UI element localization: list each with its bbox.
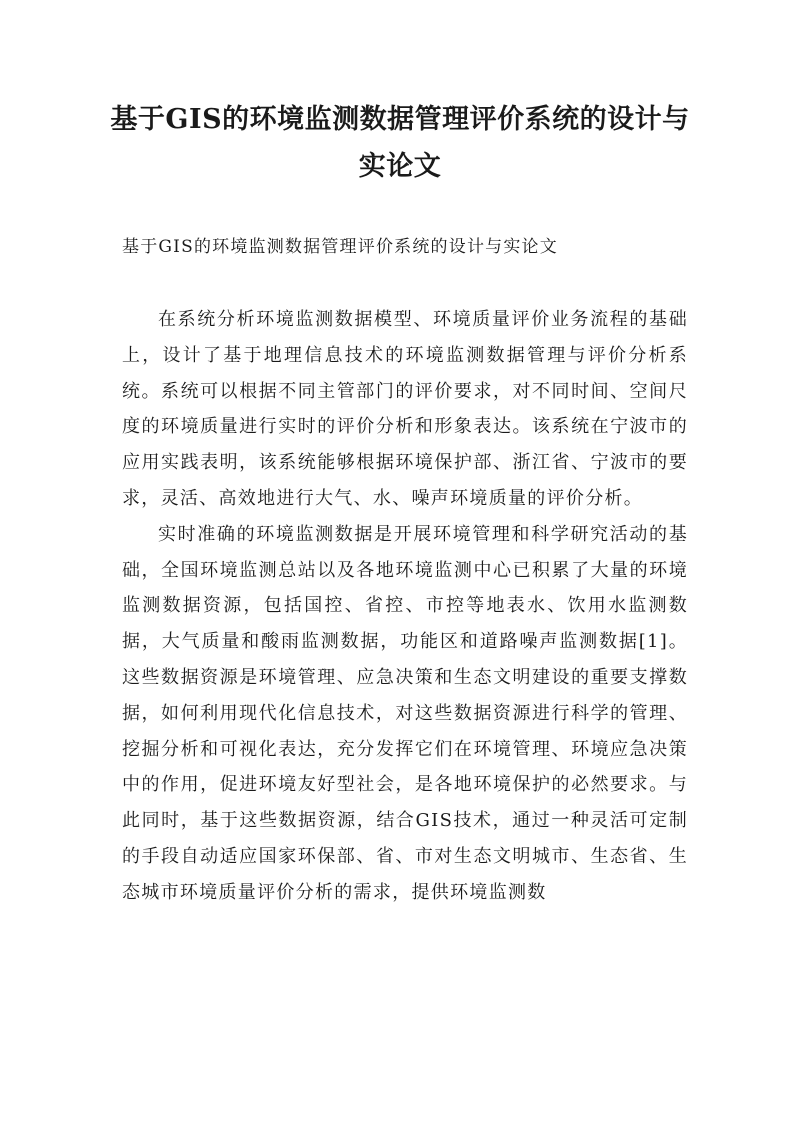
paragraph-introduction: 实时准确的环境监测数据是开展环境管理和科学研究活动的基础，全国环境监测总站以及各地环境监测中心已积累了大量的环境监测数据资源，包括国控、省控、市控等地表水、饮用水监测数据，大气质量和酸雨监测数据，功能区和道路噪声监测数据[1]。这些数据资源是环境管理、应急决策和生态文明建设的重要支撑数据，如何利用现代化信息技术，对这些数据资源进行科学的管理、挖掘分析和可视化表达，充分发挥它们在环境管理、环境应急决策中的作用，促进环境友好型社会，是各地环境保护的必然要求。与此同时，基于这些数据资源，结合GIS技术，通过一种灵活可定制的手段自动适应国家环保部、省、市对生态文明城市、生态省、生态城市环境质量评价分析的需求，提供环境监测数 xyxy=(122,523,688,903)
document-body xyxy=(122,302,688,911)
document-title: 基于GIS的环境监测数据管理评价系统的设计与实论文 xyxy=(110,104,690,182)
paragraph-abstract: 在系统分析环境监测数据模型、环境质量评价业务流程的基础上，设计了基于地理信息技术的环境监测数据管理与评价分析系统。系统可以根据不同主管部门的评价要求，对不同时间、空间尺度的环境质量进行实时的评价分析和形象表达。该系统在宁波市的应用实践表明，该系统能够根据环境保护部、浙江省、宁波市的要求，灵活、高效地进行大气、水、噪声环境质量的评价分析。 xyxy=(122,309,688,509)
document-subtitle: 基于GIS的环境监测数据管理评价系统的设计与实论文 xyxy=(122,237,558,257)
